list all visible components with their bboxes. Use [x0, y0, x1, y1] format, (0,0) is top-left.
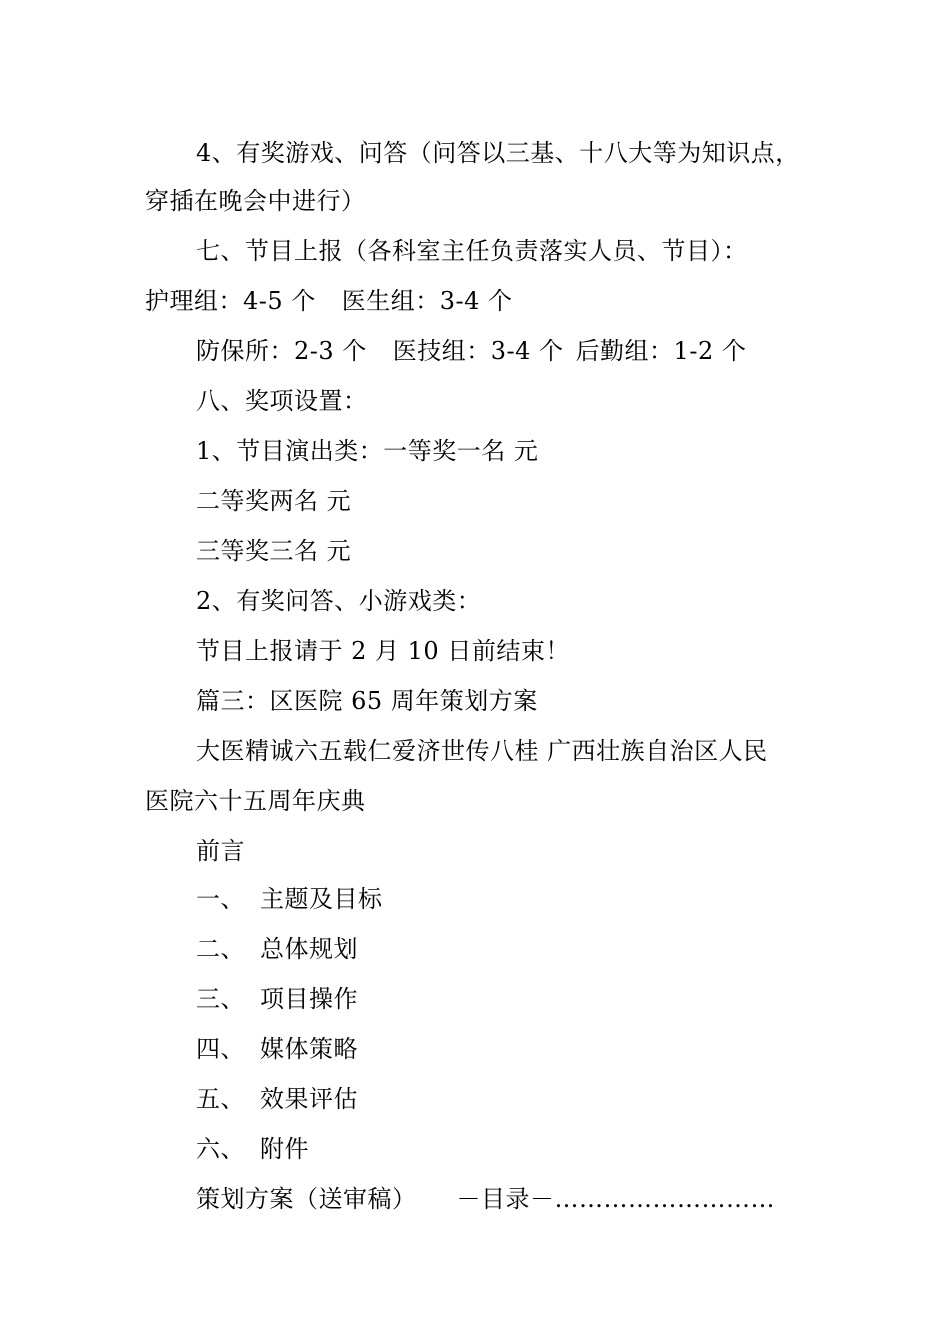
text-line: 二等奖两名 元	[196, 487, 352, 515]
text-line: 1、节目演出类：一等奖一名 元	[196, 437, 539, 465]
toc-label: 总体规划	[260, 935, 358, 963]
text-line: 节目上报请于 2 月 10 日前结束！	[196, 637, 570, 665]
paragraph-line	[0, 636, 950, 666]
quota-nursing: 护理组：4-5 个	[145, 287, 316, 315]
paragraph-line	[0, 486, 950, 516]
section-heading	[0, 386, 950, 416]
paragraph-line	[0, 536, 950, 566]
paragraph-line	[0, 586, 950, 616]
toc-label: 媒体策略	[260, 1035, 358, 1063]
toc-number: 四、	[196, 1035, 245, 1063]
text-line: 三等奖三名 元	[196, 537, 352, 565]
footer-line	[0, 1184, 950, 1214]
toc-label: 主题及目标	[260, 885, 383, 913]
text-line: 八、奖项设置：	[196, 387, 368, 415]
quota-medtech: 医技组：3-4 个	[392, 337, 564, 365]
toc-item	[0, 1134, 950, 1164]
toc-item	[0, 984, 950, 1014]
text-line: 七、节目上报（各科室主任负责落实人员、节目）：	[196, 237, 748, 265]
paragraph-line	[0, 436, 950, 466]
toc-number: 一、	[196, 885, 245, 913]
toc-number: 五、	[196, 1085, 245, 1113]
section-heading	[0, 686, 950, 716]
paragraph-line	[0, 138, 950, 168]
toc-item	[0, 934, 950, 964]
text-line: 篇三：区医院 65 周年策划方案	[196, 687, 538, 715]
plan-title: 策划方案（送审稿）	[196, 1185, 417, 1213]
quota-logistics: 后勤组：1-2 个	[575, 337, 747, 365]
text-line: 医院六十五周年庆典	[145, 787, 366, 815]
quota-doctors: 医生组：3-4 个	[341, 287, 513, 315]
toc-number: 三、	[196, 985, 245, 1013]
toc-number: 二、	[196, 935, 245, 963]
text-line: 2、有奖问答、小游戏类：	[196, 587, 482, 615]
toc-number: 六、	[196, 1135, 245, 1163]
toc-label: 项目操作	[260, 985, 358, 1013]
section-heading	[0, 236, 950, 266]
text-line: 穿插在晚会中进行）	[145, 187, 366, 215]
paragraph-line	[0, 786, 950, 816]
toc-label: 附件	[260, 1135, 309, 1163]
paragraph-line	[0, 336, 950, 366]
toc-label: 效果评估	[260, 1085, 358, 1113]
paragraph-line	[0, 286, 950, 316]
quota-prevention: 防保所：2-3 个	[196, 337, 367, 365]
paragraph-line	[0, 186, 950, 216]
toc-item	[0, 1034, 950, 1064]
text-line: 前言	[196, 837, 245, 865]
section-heading	[0, 836, 950, 866]
toc-item	[0, 1084, 950, 1114]
toc-leader: －目录－………………………	[456, 1185, 775, 1213]
paragraph-line	[0, 736, 950, 766]
text-line: 大医精诚六五载仁爱济世传八桂 广西壮族自治区人民	[196, 737, 768, 765]
toc-item	[0, 884, 950, 914]
text-line: 4、有奖游戏、问答（问答以三基、十八大等为知识点，	[196, 139, 800, 167]
